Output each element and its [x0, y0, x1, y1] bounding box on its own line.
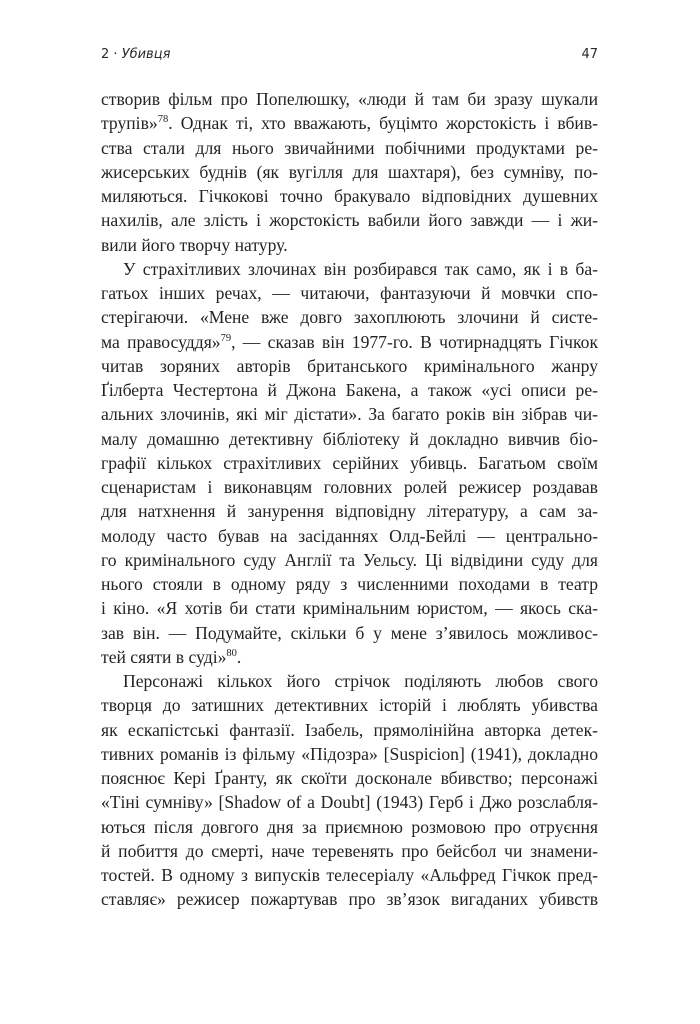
text-line: вили його творчу натуру. — [101, 234, 288, 255]
footnote-marker: 80 — [226, 647, 237, 659]
text-line: тей сяяти в суді»$^{80}$. — [101, 646, 242, 667]
text-line: малу домашню детективну бібліотеку й докладно вивчив біо- — [101, 428, 598, 449]
text-line: пояснює Кері Ґранту, як скоїти досконале вбивство; персонажі — [101, 768, 598, 788]
text-line: Ґілберта Честертона й Джона Бакена, а також «усі описи ре- — [101, 380, 598, 400]
text-line: тивних романів із фільму «Підозра» [Suspicion] (1941), докладно — [101, 743, 598, 764]
text-line: ма правосуддя»$^{79}$, — сказав він 1977-го. В чотирнадцять Гічкок — [101, 331, 598, 352]
page-number: 47 — [581, 47, 598, 62]
text-line: тостей. В одному з випусків телесеріалу «Альфред Гічкок пред- — [101, 865, 598, 885]
text-line: і кіно. «Я хотів би стати кримінальним юристом, — якось ска- — [101, 598, 598, 619]
text-line: «Тіні сумніву» [Shadow of a Doubt] (1943) Герб і Джо розслабля- — [101, 792, 598, 813]
text-line: У страхітливих злочинах він розбирався так само, як і в ба- — [123, 258, 598, 279]
text-line: жисерських буднів (як вугілля для шахтаря), без сумніву, по- — [101, 161, 598, 182]
paragraph — [101, 669, 598, 912]
text-line: як ескапістські фантазії. Ізабель, прямолінійна авторка детек- — [101, 719, 598, 740]
text-line: трупів»$^{78}$. Однак ті, хто вважають, буцімто жорстокість і вбив- — [101, 113, 598, 134]
text-line: для натхнення й занурення відповідну літературу, а сам за- — [101, 501, 598, 522]
text-line: й побиття до смерті, наче теревенять про бейсбол чи знамени- — [101, 840, 598, 861]
text-line: сценаристам і виконавцям головних ролей режисер роздавав — [101, 477, 598, 497]
text-line: молоду часто бував на засіданнях Олд-Бейлі — центрально- — [101, 525, 598, 546]
text-line: миляються. Гічкокові точно бракувало відповідних душевних — [101, 186, 598, 206]
text-line: створив фільм про Попелюшку, «люди й там би зразу шукали — [101, 89, 598, 109]
paragraph — [101, 257, 598, 669]
text-line: ставляє» режисер пожартував про зв’язок вигаданих убивств — [101, 889, 598, 910]
paragraph — [101, 87, 598, 257]
text-line: нахилів, але злість і жорстокість вабили його завжди — і жи- — [101, 210, 598, 231]
text-line: стерігаючи. «Мене вже довго захоплюють злочини й систе- — [101, 307, 598, 328]
text-line: зав він. — Подумайте, скільки б у мене з’явилось можливос- — [101, 622, 598, 643]
chapter-number: 2 · — [101, 47, 122, 62]
text-line: го кримінального суду Англії та Уельсу. Ці відвідини суду для — [101, 549, 598, 570]
footnote-marker: 78 — [157, 114, 169, 126]
text-line: альних злочинів, які міг дістати». За багато років він зібрав чи- — [101, 404, 598, 425]
body-text — [101, 87, 598, 912]
text-line: графії кількох страхітливих серійних убивць. Багатьом своїм — [101, 452, 598, 473]
text-line: Персонажі кількох його стрічок поділяють любов свого — [123, 671, 598, 691]
text-line: читав зоряних авторів британського кримінального жанру — [101, 355, 598, 376]
text-line: ються після довгого дня за приємною розмовою про отруєння — [101, 816, 598, 837]
text-line: творця до затишних детективних історій і люблять убивства — [101, 695, 598, 716]
text-line: ства стали для нього звичайними побічними продуктами ре- — [101, 137, 598, 158]
chapter-label — [101, 47, 170, 62]
footnote-marker: 79 — [220, 332, 232, 344]
text-line: нього стояли в одному ряду з численними походами в театр — [101, 574, 598, 594]
text-line: гатьох інших речах, — читаючи, фантазуючи й мовчки спо- — [101, 283, 598, 303]
running-head — [101, 47, 598, 67]
chapter-title: Убивця — [121, 47, 171, 62]
